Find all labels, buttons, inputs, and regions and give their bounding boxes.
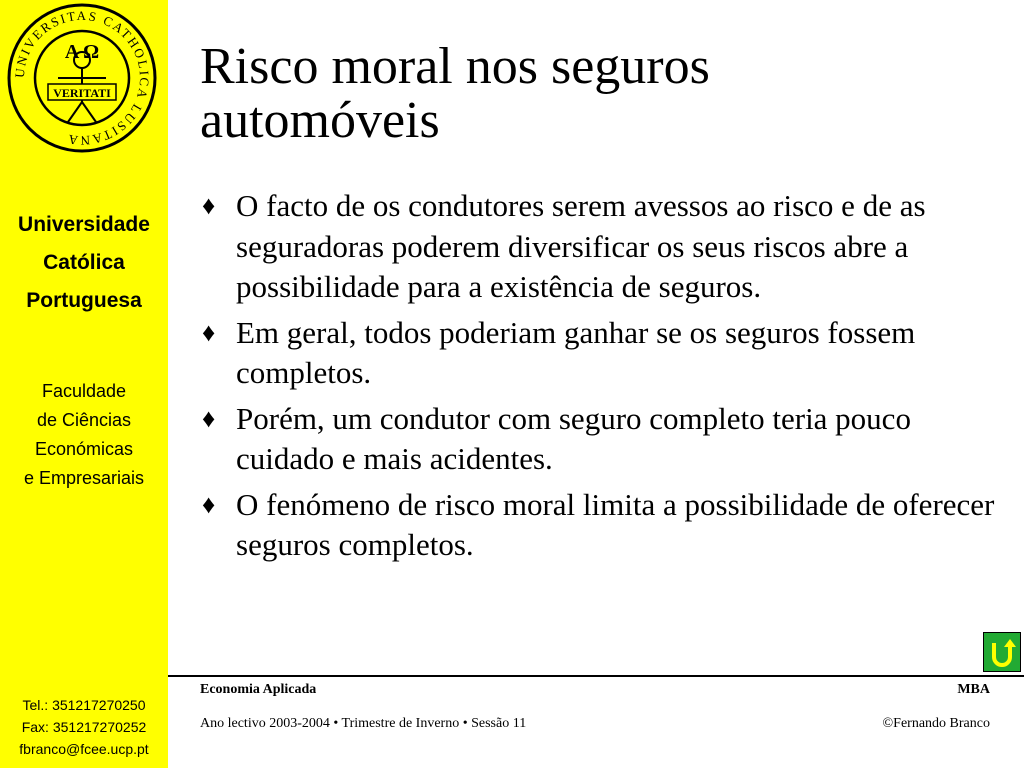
diamond-bullet-icon: ♦ [202,317,216,347]
bullet-text: Em geral, todos poderiam ganhar se os seguros fossem completos. [236,314,916,390]
email-address[interactable]: fbranco@fcee.ucp.pt [19,741,149,757]
slide-title-line: automóveis [200,92,440,149]
university-line: Portuguesa [26,289,142,312]
return-nav-button[interactable] [983,632,1021,672]
footer-divider [168,675,1024,677]
university-line: Católica [43,251,125,274]
faculty-name [0,377,168,493]
university-line: Universidade [18,213,150,236]
bullet-item [200,399,1005,480]
bullet-item [200,186,1005,308]
diamond-bullet-icon: ♦ [202,191,216,220]
phone-number: Tel.: 351217270250 [22,697,146,713]
university-seal-logo [6,2,158,154]
program-name: MBA [957,682,990,697]
sidebar [0,0,168,768]
university-name [0,206,168,320]
bullet-text: Porém, um condutor com seguro completo teria pouco cuidado e mais acidentes. [236,400,911,476]
bullet-item [200,485,1005,566]
diamond-bullet-icon: ♦ [202,489,216,519]
bullet-text: O fenómeno de risco moral limita a possibilidade de oferecer seguros completos. [236,486,995,562]
contact-info [0,694,168,760]
u-turn-icon [984,633,1020,671]
fax-number: Fax: 351217270252 [21,719,147,735]
faculty-line: Económicas [34,439,134,459]
course-name: Economia Aplicada [200,682,317,697]
diamond-bullet-icon: ♦ [202,403,216,433]
bullet-text: O facto de os condutores serem avessos ao risco e de as seguradoras poderem diversificar os seus riscos abre a possibilidade para a existência de seguros. [236,188,926,304]
faculty-line: e Empresariais [23,468,145,488]
svg-text:VERITATI: VERITATI [53,86,111,100]
session-info: Ano lectivo 2003-2004 • Trimestre de Inverno • Sessão 11 [200,716,527,731]
bullet-item [200,313,1005,394]
slide-title-line: Risco moral nos seguros [200,38,710,95]
faculty-line: Faculdade [41,381,127,401]
svg-text:UNIVERSITAS CATHOLICA LUSITANA: UNIVERSITAS CATHOLICA LUSITANA [11,7,153,149]
author-credit: ©Fernando Branco [882,716,990,731]
bullet-list [200,186,1005,571]
slide-title [200,40,1000,148]
faculty-line: de Ciências [36,410,132,430]
svg-text:A Ω: A Ω [64,41,100,63]
